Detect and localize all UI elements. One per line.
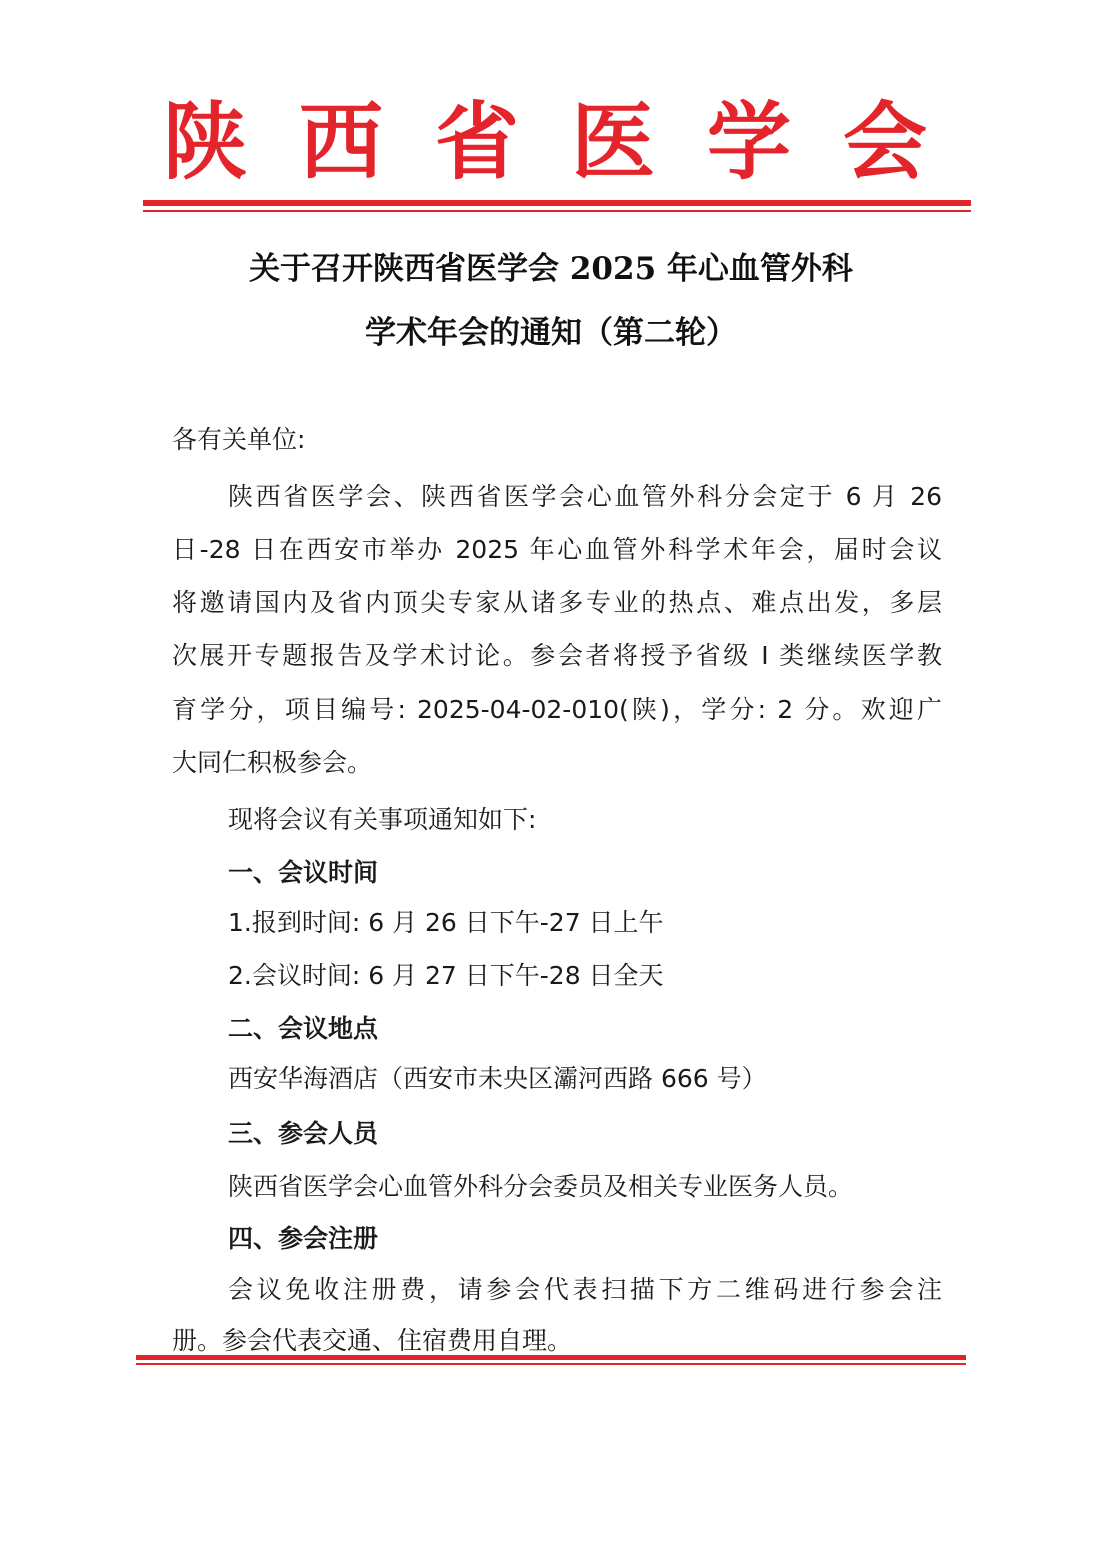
footer-red-rule-thick — [136, 1355, 966, 1360]
section-heading-venue: 二、会议地点 — [228, 1014, 379, 1043]
intro-line: 育学分，项目编号: 2025-04-02-010(陕)，学分: 2 分。欢迎广 — [172, 695, 942, 724]
registration-time-item: 1.报到时间: 6 月 26 日下午-27 日上午 — [228, 908, 664, 937]
section-heading-attendees: 三、参会人员 — [228, 1119, 379, 1148]
document-body — [172, 0, 942, 1559]
registration-text-line-2: 册。参会代表交通、住宿费用自理。 — [172, 1326, 573, 1355]
footer-red-rule-thin — [136, 1363, 966, 1365]
document-title-line-1: 关于召开陕西省医学会 2025 年心血管外科 — [249, 251, 853, 287]
intro-line: 大同仁积极参会。 — [172, 748, 373, 777]
salutation: 各有关单位: — [172, 425, 306, 454]
intro-line: 将邀请国内及省内顶尖专家从诸多专业的热点、难点出发，多层 — [172, 588, 942, 617]
registration-text-line-1: 会议免收注册费，请参会代表扫描下方二维码进行参会注 — [228, 1275, 942, 1304]
intro-line: 日-28 日在西安市举办 2025 年心血管外科学术年会，届时会议 — [172, 535, 942, 564]
letterhead-organization-name: 陕西省医学会 — [162, 92, 979, 191]
section-heading-time: 一、会议时间 — [228, 858, 379, 887]
meeting-time-item: 2.会议时间: 6 月 27 日下午-28 日全天 — [228, 961, 664, 990]
lead-in-text: 现将会议有关事项通知如下: — [228, 805, 537, 834]
intro-line: 次展开专题报告及学术讨论。参会者将授予省级 I 类继续医学教 — [172, 641, 942, 670]
section-heading-registration: 四、参会注册 — [228, 1224, 379, 1253]
venue-address: 西安华海酒店（西安市未央区灞河西路 666 号） — [228, 1064, 767, 1093]
attendees-text: 陕西省医学会心血管外科分会委员及相关专业医务人员。 — [228, 1172, 854, 1201]
document-title-line-2: 学术年会的通知（第二轮） — [365, 315, 737, 351]
intro-line: 陕西省医学会、陕西省医学会心血管外科分会定于 6 月 26 — [228, 482, 942, 511]
